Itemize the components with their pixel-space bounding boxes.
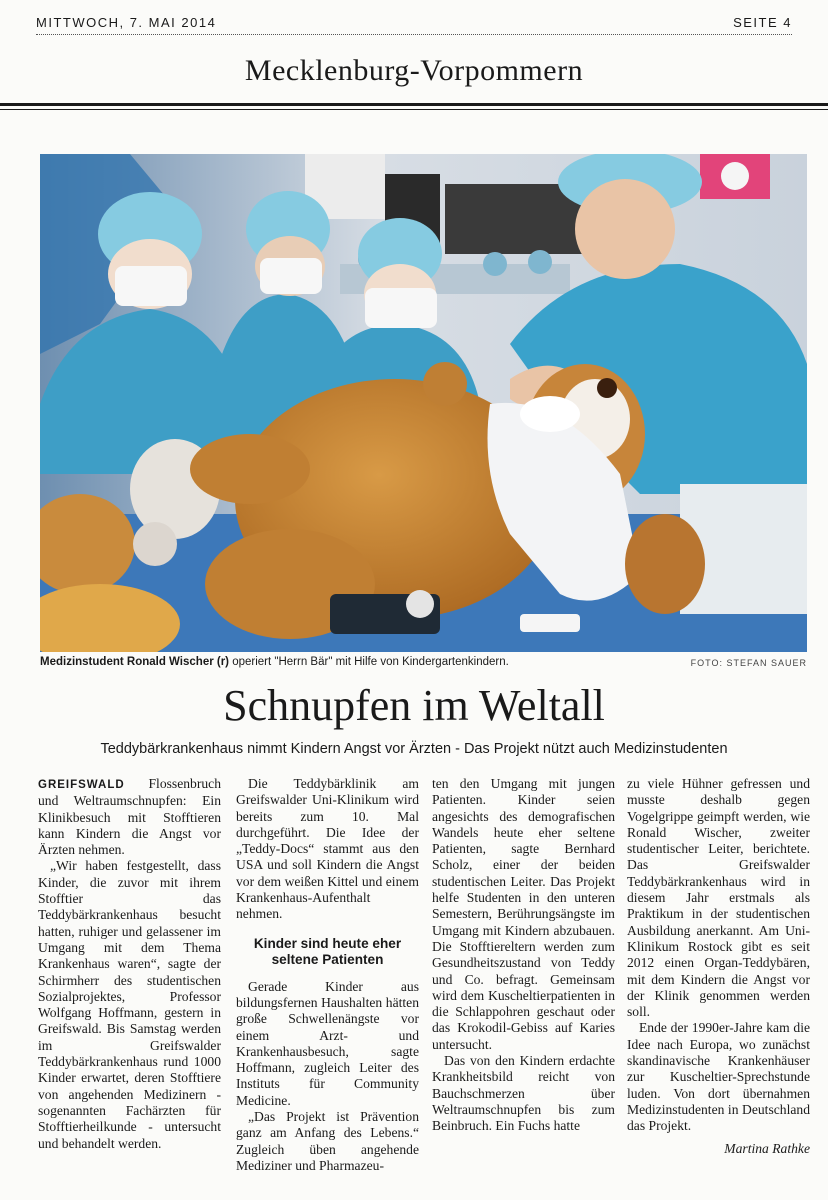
issue-date: MITTWOCH, 7. MAI 2014 [36, 15, 217, 30]
inline-subheading: Kinder sind heute eher seltene Patienten [253, 935, 402, 968]
section-rule-thick [0, 103, 828, 106]
photo-credit: FOTO: STEFAN SAUER [690, 658, 807, 668]
paragraph: Das von den Kindern erdachte Krankheitsbild reicht von Bauchschmerzen über Weltraumschnupfen bis zum Beinbruch. Ein Fuchs hatte [432, 1053, 615, 1134]
article-column-3 [432, 776, 615, 1135]
headline: Schnupfen im Weltall [223, 681, 605, 730]
paragraph: Ende der 1990er-Jahre kam die Idee nach Europa, wo zunächst skandinavische Krankenhäuser zur Kuscheltier-Sprechstunde luden. Von dort übernahmen Medizinstudenten in Deutschland das Projekt. [627, 1020, 810, 1134]
article-column-4 [627, 776, 810, 1157]
photo-caption [40, 656, 807, 672]
lead-text: Flossenbruch und Weltraumschnupfen: Ein Klinikbesuch mit Stofftieren kann Kindern die Angst vor Ärzten nehmen. [38, 776, 221, 858]
paragraph: Die Teddybärklinik am Greifswalder Uni-Klinikum wird bereits zum 10. Mal durchgeführt. Die Idee der „Teddy-Docs“ stammt aus den USA und soll Kindern die Angst vor dem weißen Kittel und einem Krankenhaus-Aufenthalt nehmen. [236, 776, 419, 922]
article-photo [40, 154, 807, 652]
article-column-2 [236, 776, 419, 1174]
paragraph: „Das Projekt ist Prävention ganz am Anfang des Lebens.“ Zugleich üben angehende Mediziner und Pharmazeu- [236, 1109, 419, 1173]
paragraph [38, 776, 221, 858]
section-title: Mecklenburg-Vorpommern [244, 54, 584, 87]
caption-bold: Medizinstudent Ronald Wischer (r) [40, 656, 230, 668]
header-dotted-rule [36, 34, 792, 35]
page-number: SEITE 4 [733, 15, 792, 30]
paragraph: ten den Umgang mit jungen Patienten. Kinder seien angesichts des demografischen Wandels heute eher seltene Patienten, sagte Bernhard Scholz, einer der beiden studentischen Leiter. Das Projekt helfe Studenten in den unteren Semestern, Berührungsängste im Umgang mit Kindern abzubauen. Die Stofftiereltern werden zum Gesundheitszustand von Teddy und Co. befragt. Gemeinsam wird dem Kuscheltierpatienten in die Schlappohren geschaut oder das Krokodil-Gebiss auf Karies untersucht. [432, 776, 615, 1052]
paragraph: zu viele Hühner gefressen und musste deshalb gegen Vogelgrippe geimpft werden, wie Ronald Wischer, zweiter studentischer Leiter, berichtete. Das Greifswalder Teddybärkrankenhaus wird in diesem Jahr erstmals als Praktikum in der studentischen Ausbildung anerkannt. Am Uni-Klinikum Rostock gibt es seit 2012 einen Organ-Teddybären, mit dem Kindern die Angst vor der Klinik genommen werden soll. [627, 776, 810, 1020]
subheadline: Teddybärkrankenhaus nimmt Kindern Angst vor Ärzten - Das Projekt nützt auch Medizinstudenten [100, 741, 728, 757]
dateline: GREIFSWALD [38, 779, 125, 791]
article-column-1 [38, 776, 221, 1152]
paragraph: Gerade Kinder aus bildungsfernen Haushalten hätten große Schwellenängste vor einem Arzt- und Krankenhausbesuch, sagte Hoffmann, zugleich Leiter des Instituts für Community Medicine. [236, 978, 419, 1108]
caption-text: operiert "Herrn Bär" mit Hilfe von Kindergartenkindern. [229, 656, 509, 668]
page-header [36, 12, 792, 34]
paragraph: „Wir haben festgestellt, dass Kinder, die zuvor mit ihrem Stofftier das Teddybärkrankenhaus besucht hatten, ruhiger und gelassener im Umgang mit dem Thema Krankenhaus waren“, sagte der Schirmherr des studentischen Sozialprojektes, Professor Wolfgang Hoffmann, gestern in Greifswald. Bis Samstag werden im Greifswalder Teddybärkrankenhaus rund 1000 Kinder erwartet, deren Stofftiere von angehenden Medizinern - sogenannten Fachärzten für Stofftierheilkunde - untersucht und behandelt werden. [38, 858, 221, 1151]
section-rule-thin [0, 109, 828, 110]
author: Martina Rathke [724, 1140, 810, 1156]
